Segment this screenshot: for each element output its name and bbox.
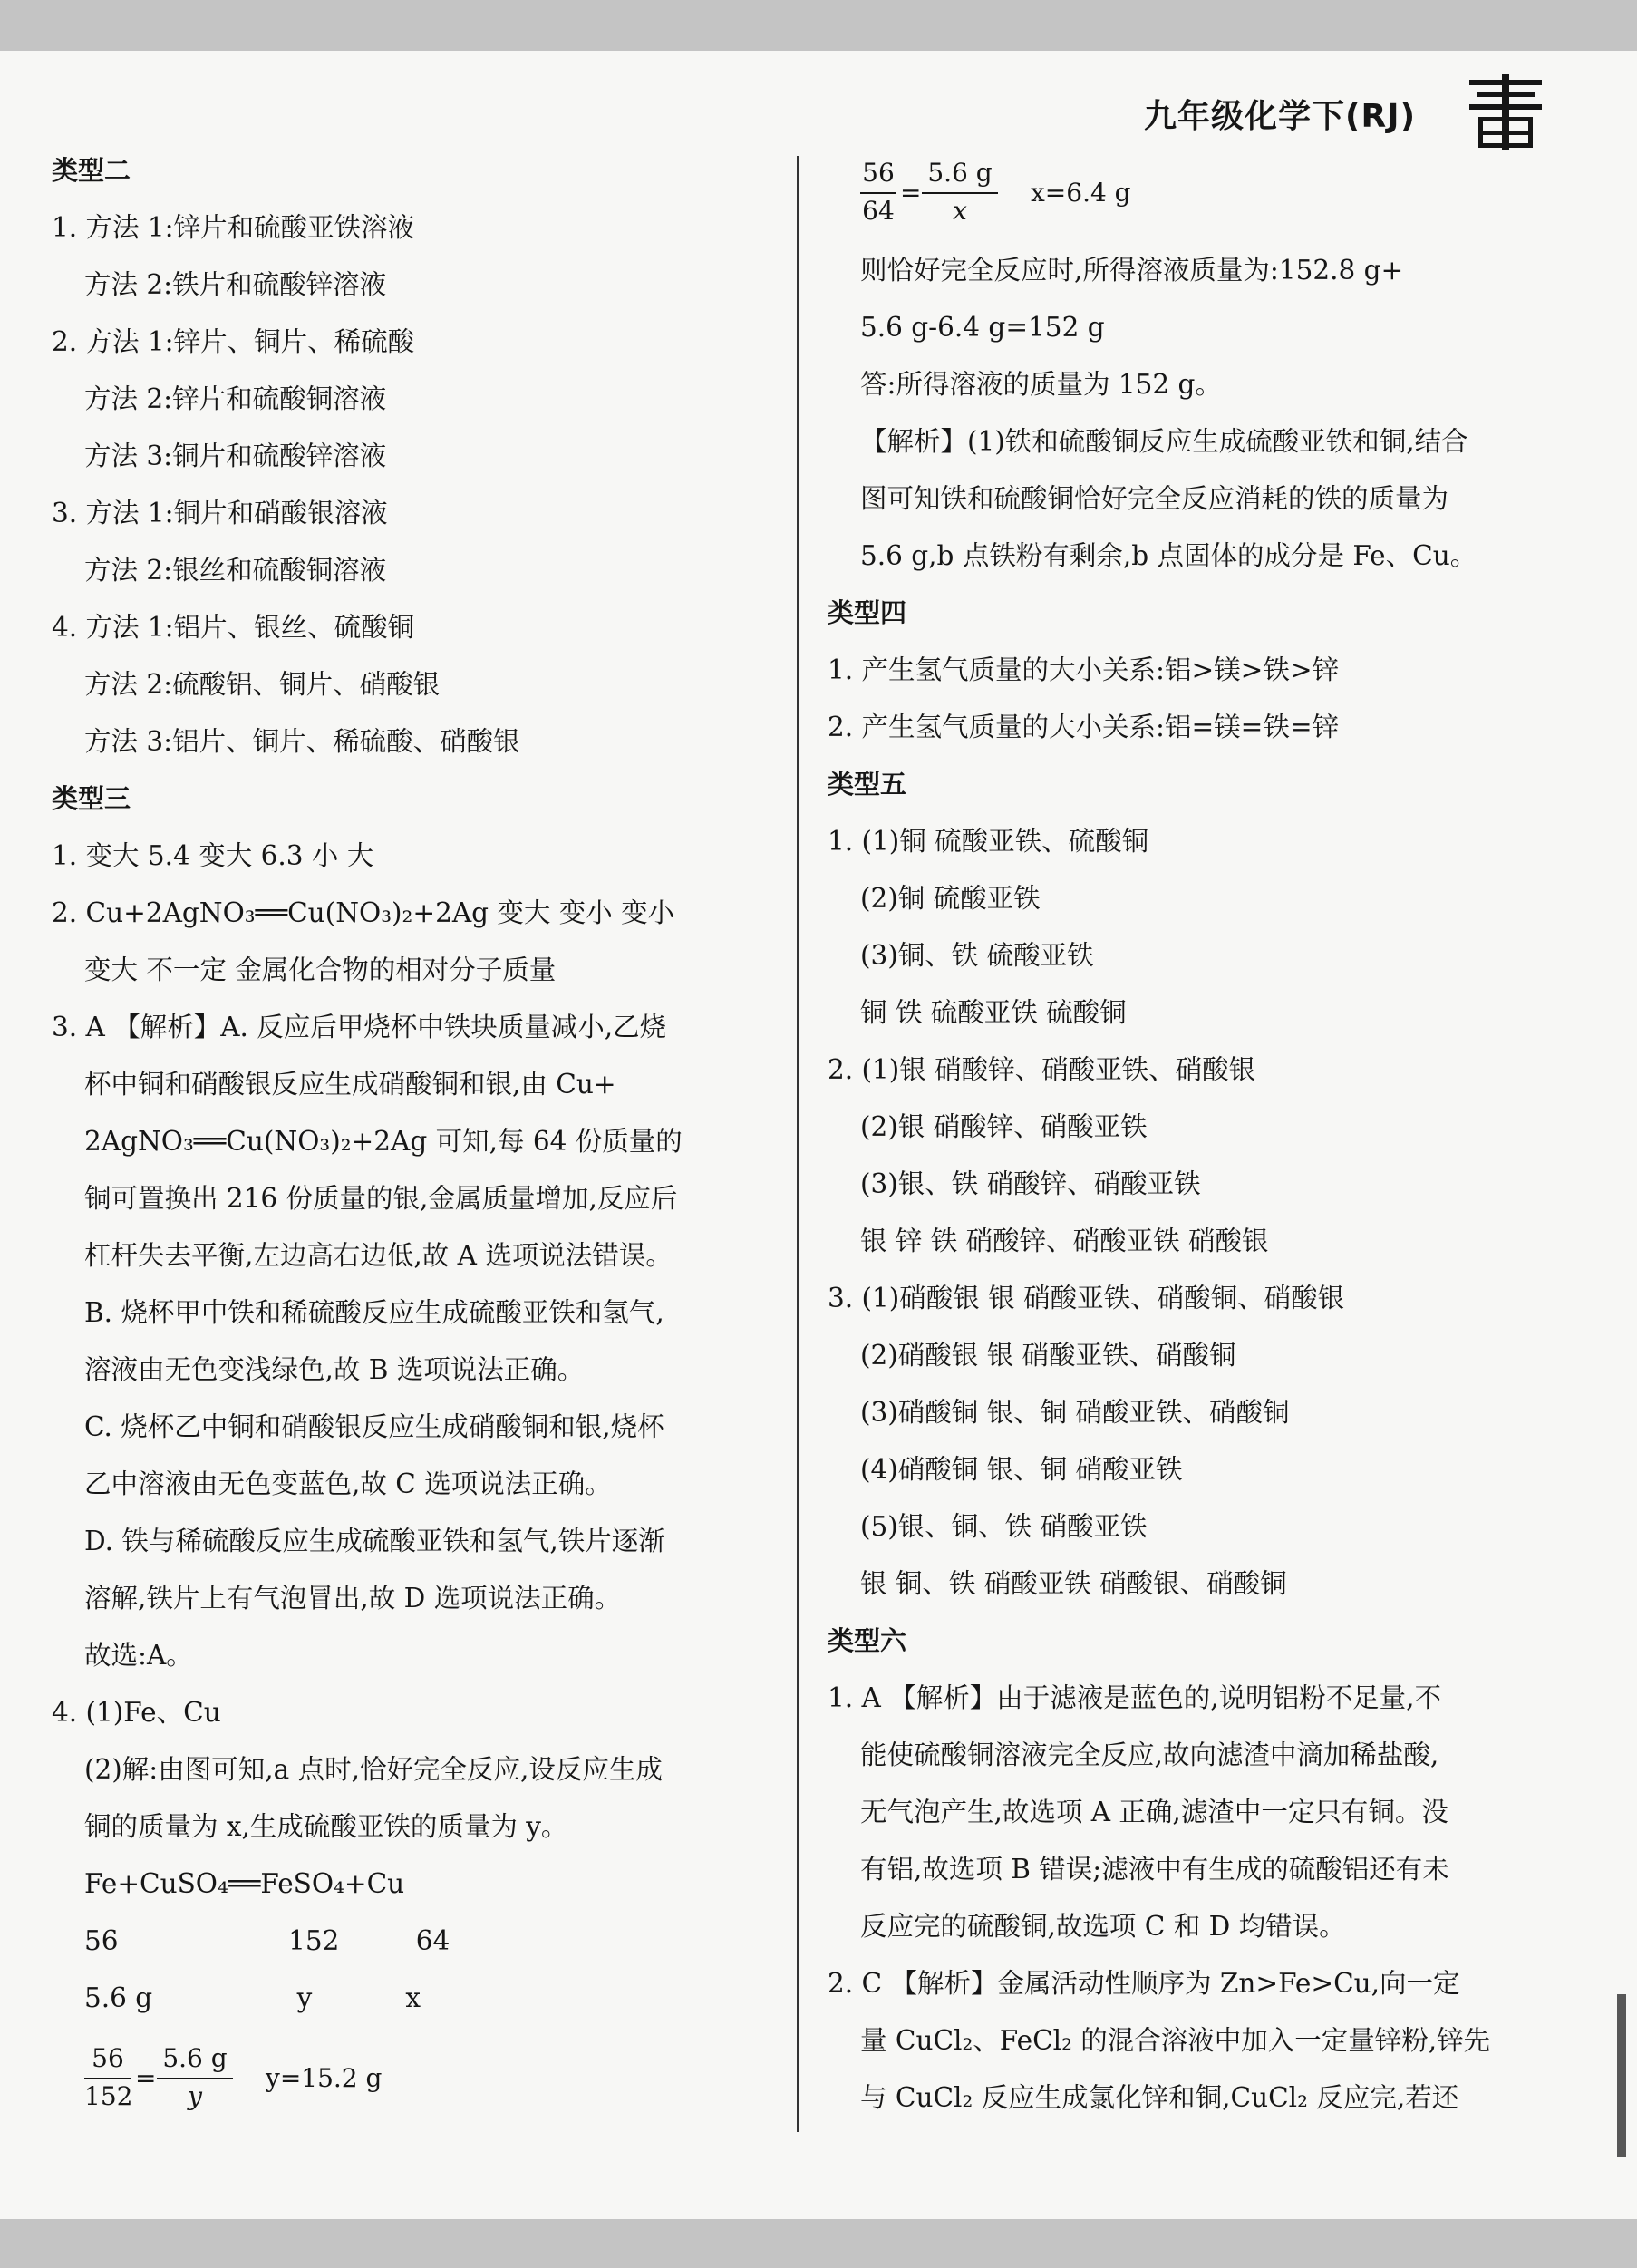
answer-line: (5)银、铜、铁 硝酸亚铁 xyxy=(860,1511,1148,1542)
explanation-line: 铜可置换出 216 份质量的银,金属质量增加,反应后 xyxy=(84,1183,678,1214)
answer-line: 2. 产生氢气质量的大小关系:铝=镁=铁=锌 xyxy=(828,712,1340,742)
fraction-bar xyxy=(922,192,998,194)
equation-values: 5.6 g y x xyxy=(84,1982,421,2013)
fraction-numerator: 5.6 g xyxy=(927,158,993,188)
column-divider xyxy=(797,156,799,2132)
explanation-line: 2AgNO₃══Cu(NO₃)₂+2Ag 可知,每 64 份质量的 xyxy=(84,1126,683,1157)
scan-edge-shadow xyxy=(1617,1994,1626,2157)
proportion-fraction xyxy=(860,158,1313,230)
answer-line: 方法 2:铁片和硫酸锌溶液 xyxy=(84,269,387,300)
explanation-line: B. 烧杯甲中铁和稀硫酸反应生成硫酸亚铁和氢气, xyxy=(84,1297,664,1328)
fraction-numerator: 5.6 g xyxy=(162,2043,228,2073)
explanation-line: 1. A 【解析】由于滤液是蓝色的,说明铝粉不足量,不 xyxy=(828,1682,1441,1713)
explanation-line: 能使硫酸铜溶液完全反应,故向滤渣中滴加稀盐酸, xyxy=(860,1740,1439,1770)
equation-numbers: 56 152 64 xyxy=(84,1925,450,1956)
explanation-line: 5.6 g,b 点铁粉有剩余,b 点固体的成分是 Fe、Cu。 xyxy=(860,540,1477,571)
scan-bottom-margin xyxy=(0,2219,1637,2268)
explanation-line: 图可知铁和硫酸铜恰好完全反应消耗的铁的质量为 xyxy=(860,483,1449,514)
scan-top-margin xyxy=(0,0,1637,51)
answer-line: 银 铜、铁 硝酸亚铁 硝酸银、硝酸铜 xyxy=(860,1568,1287,1599)
answer-line: (2)铜 硫酸亚铁 xyxy=(860,883,1041,914)
answer-line: 方法 3:铝片、铜片、稀硫酸、硝酸银 xyxy=(84,726,520,757)
answer-line: 1. 产生氢气质量的大小关系:铝>镁>铁>锌 xyxy=(828,654,1340,685)
answer-line: 3. 方法 1:铜片和硝酸银溶液 xyxy=(52,498,388,528)
solution-line: (2)解:由图可知,a 点时,恰好完全反应,设反应生成 xyxy=(84,1754,663,1785)
explanation-line: 量 CuCl₂、FeCl₂ 的混合溶液中加入一定量锌粉,锌先 xyxy=(860,2025,1491,2056)
proportion-fraction xyxy=(84,2043,538,2116)
book-seal-icon xyxy=(1466,74,1545,150)
fraction-result: x=6.4 g xyxy=(1031,178,1131,208)
answer-line: 2. 方法 1:锌片、铜片、稀硫酸 xyxy=(52,326,415,357)
explanation-line: C. 烧杯乙中铜和硝酸银反应生成硝酸铜和银,烧杯 xyxy=(84,1411,664,1442)
solution-line: 5.6 g-6.4 g=152 g xyxy=(860,312,1105,343)
section-heading: 类型二 xyxy=(52,155,131,186)
solution-line: 则恰好完全反应时,所得溶液质量为:152.8 g+ xyxy=(860,255,1404,286)
section-heading: 类型三 xyxy=(52,783,131,814)
explanation-line: 溶液由无色变浅绿色,故 B 选项说法正确。 xyxy=(84,1354,585,1385)
explanation-line: 【解析】(1)铁和硫酸铜反应生成硫酸亚铁和铜,结合 xyxy=(860,426,1468,457)
answer-line: 1. 方法 1:锌片和硫酸亚铁溶液 xyxy=(52,212,415,243)
page-header-title: 九年级化学下(RJ) xyxy=(1144,98,1417,135)
explanation-line: 有铝,故选项 B 错误;滤液中有生成的硫酸铝还有未 xyxy=(860,1854,1449,1885)
explanation-line: 溶解,铁片上有气泡冒出,故 D 选项说法正确。 xyxy=(84,1583,622,1614)
fraction-bar xyxy=(860,192,896,194)
answer-line: (4)硝酸铜 银、铜 硝酸亚铁 xyxy=(860,1454,1183,1485)
explanation-line: 乙中溶液由无色变蓝色,故 C 选项说法正确。 xyxy=(84,1468,612,1499)
equals-sign: = xyxy=(900,178,922,208)
answer-line: 变大 不一定 金属化合物的相对分子质量 xyxy=(84,955,557,985)
equals-sign: = xyxy=(135,2063,157,2093)
answer-line: (3)铜、铁 硫酸亚铁 xyxy=(860,940,1094,971)
section-heading: 类型五 xyxy=(828,769,907,800)
answer-line: 1. (1)铜 硫酸亚铁、硫酸铜 xyxy=(828,826,1149,857)
answer-line: 故选:A。 xyxy=(84,1640,193,1671)
answer-line: (2)硝酸银 银 硝酸亚铁、硝酸铜 xyxy=(860,1340,1236,1371)
answer-line: 方法 3:铜片和硫酸锌溶液 xyxy=(84,441,387,471)
solution-line: 答:所得溶液的质量为 152 g。 xyxy=(860,369,1222,400)
explanation-line: 2. C 【解析】金属活动性顺序为 Zn>Fe>Cu,向一定 xyxy=(828,1968,1460,1999)
answer-line: 1. 变大 5.4 变大 6.3 小 大 xyxy=(52,840,374,871)
answer-line: 3. (1)硝酸银 银 硝酸亚铁、硝酸铜、硝酸银 xyxy=(828,1283,1345,1313)
fraction-numerator: 56 xyxy=(92,2043,124,2073)
fraction-denominator: 64 xyxy=(862,196,895,226)
equation-line: 2. Cu+2AgNO₃══Cu(NO₃)₂+2Ag 变大 变小 变小 xyxy=(52,897,675,928)
fraction-bar xyxy=(84,2078,131,2079)
solution-line: 铜的质量为 x,生成硫酸亚铁的质量为 y。 xyxy=(84,1811,568,1842)
answer-line: (2)银 硝酸锌、硝酸亚铁 xyxy=(860,1111,1148,1142)
fraction-numerator: 56 xyxy=(862,158,895,188)
answer-line: 4. 方法 1:铝片、银丝、硫酸铜 xyxy=(52,612,415,643)
explanation-line: 与 CuCl₂ 反应生成氯化锌和铜,CuCl₂ 反应完,若还 xyxy=(860,2082,1459,2113)
answer-line: (3)银、铁 硝酸锌、硝酸亚铁 xyxy=(860,1168,1201,1199)
answer-line: 方法 2:银丝和硫酸铜溶液 xyxy=(84,555,387,586)
fraction-denominator: 152 xyxy=(84,2081,133,2111)
fraction-bar xyxy=(157,2078,233,2079)
fraction-result: y=15.2 g xyxy=(266,2063,383,2093)
answer-line: 4. (1)Fe、Cu xyxy=(52,1697,221,1728)
section-heading: 类型四 xyxy=(828,597,907,628)
explanation-line: 3. A 【解析】A. 反应后甲烧杯中铁块质量减小,乙烧 xyxy=(52,1012,667,1042)
answer-line: 银 锌 铁 硝酸锌、硝酸亚铁 硝酸银 xyxy=(860,1226,1269,1256)
explanation-line: D. 铁与稀硫酸反应生成硫酸亚铁和氢气,铁片逐渐 xyxy=(84,1526,665,1556)
explanation-line: 杠杆失去平衡,左边高右边低,故 A 选项说法错误。 xyxy=(84,1240,673,1271)
equation-line: Fe+CuSO₄══FeSO₄+Cu xyxy=(84,1868,405,1899)
explanation-line: 无气泡产生,故选项 A 正确,滤渣中一定只有铜。没 xyxy=(860,1797,1448,1827)
answer-line: 铜 铁 硫酸亚铁 硫酸铜 xyxy=(860,997,1127,1028)
fraction-denominator: y xyxy=(188,2081,202,2111)
answer-line: 方法 2:硫酸铝、铜片、硝酸银 xyxy=(84,669,441,700)
fraction-denominator: x xyxy=(953,196,967,226)
answer-line: 2. (1)银 硝酸锌、硝酸亚铁、硝酸银 xyxy=(828,1054,1256,1085)
explanation-line: 反应完的硫酸铜,故选项 C 和 D 均错误。 xyxy=(860,1911,1346,1942)
answer-line: 方法 2:锌片和硫酸铜溶液 xyxy=(84,383,387,414)
explanation-line: 杯中铜和硝酸银反应生成硝酸铜和银,由 Cu+ xyxy=(84,1069,616,1100)
section-heading: 类型六 xyxy=(828,1625,907,1656)
answer-line: (3)硝酸铜 银、铜 硝酸亚铁、硝酸铜 xyxy=(860,1397,1290,1428)
